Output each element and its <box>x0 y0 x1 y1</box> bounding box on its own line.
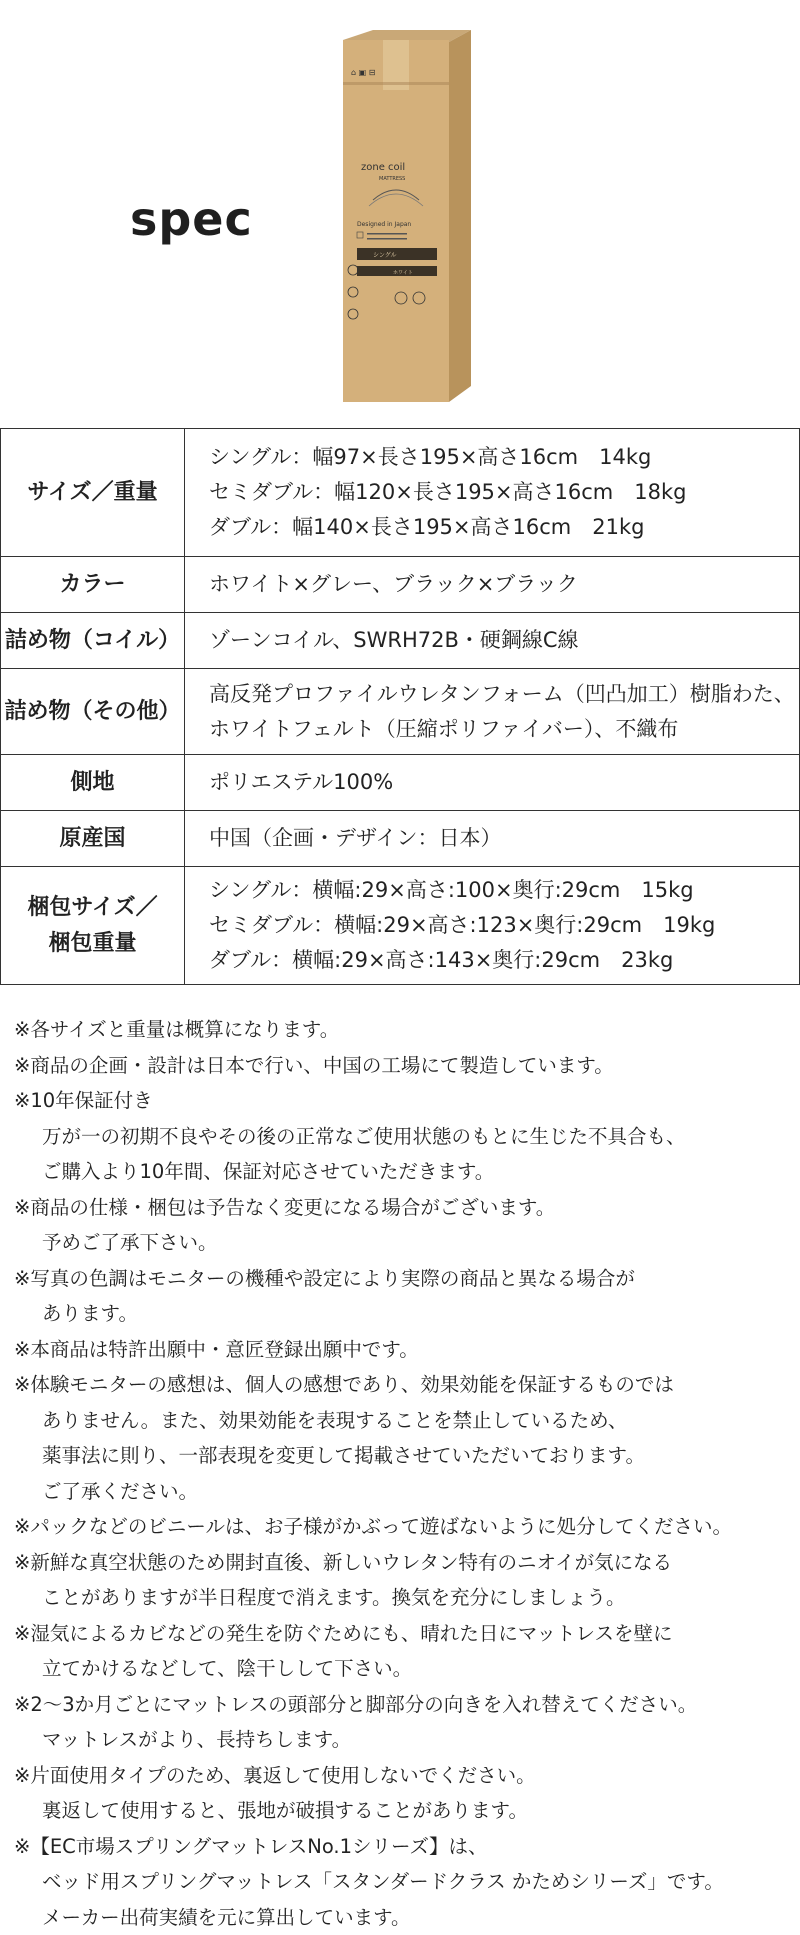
spec-row <box>1 755 800 811</box>
spec-label <box>1 557 185 613</box>
spec-value-line: セミダブル：幅120×長さ195×高さ16cm 18kg <box>209 475 799 510</box>
page-title: spec <box>130 192 253 246</box>
spec-label <box>1 613 185 669</box>
spec-value-line: シングル：幅97×長さ195×高さ16cm 14kg <box>209 440 799 475</box>
note-line: ※体験モニターの感想は、個人の感想であり、効果効能を保証するものでは <box>14 1367 794 1403</box>
note-item <box>14 1048 794 1084</box>
note-line: ※湿気によるカビなどの発生を防ぐためにも、晴れた日にマットレスを壁に <box>14 1616 794 1652</box>
note-item <box>14 1758 794 1829</box>
svg-text:⌂ ▣ ⊟: ⌂ ▣ ⊟ <box>351 68 375 77</box>
svg-text:MATTRESS: MATTRESS <box>379 176 405 182</box>
spec-value <box>185 867 800 985</box>
note-item <box>14 1545 794 1616</box>
note-line: ベッド用スプリングマットレス「スタンダードクラス かためシリーズ」です。 <box>14 1864 794 1900</box>
notes-list <box>14 1012 794 1935</box>
spec-value <box>185 429 800 557</box>
spec-value-line: シングル：横幅:29×高さ:100×奥行:29cm 15kg <box>209 873 799 908</box>
spec-row <box>1 613 800 669</box>
note-item <box>14 1012 794 1048</box>
spec-label <box>1 755 185 811</box>
spec-label-line: 梱包重量 <box>1 926 184 962</box>
spec-value <box>185 557 800 613</box>
note-line: ※新鮮な真空状態のため開封直後、新しいウレタン特有のニオイが気になる <box>14 1545 794 1581</box>
note-line: ※パックなどのビニールは、お子様がかぶって遊ばないように処分してください。 <box>14 1509 794 1545</box>
spec-value-line: ホワイト×グレー、ブラック×ブラック <box>209 567 799 602</box>
spec-value-line: ホワイトフェルト（圧縮ポリファイバー）、不織布 <box>209 712 799 747</box>
spec-label-line: 詰め物（その他） <box>1 694 184 730</box>
note-line: ご了承ください。 <box>14 1474 794 1510</box>
svg-text:シングル: シングル <box>373 251 397 259</box>
spec-value <box>185 755 800 811</box>
note-item <box>14 1687 794 1758</box>
note-item <box>14 1616 794 1687</box>
spec-row <box>1 867 800 985</box>
note-line: ※2〜3か月ごとにマットレスの頭部分と脚部分の向きを入れ替えてください。 <box>14 1687 794 1723</box>
note-line: ことがありますが半日程度で消えます。換気を充分にしましょう。 <box>14 1580 794 1616</box>
spec-row <box>1 557 800 613</box>
spec-row <box>1 811 800 867</box>
note-line: あります。 <box>14 1296 794 1332</box>
note-line: ※10年保証付き <box>14 1083 794 1119</box>
spec-label-line: 梱包サイズ／ <box>1 890 184 926</box>
svg-text:ホワイト: ホワイト <box>393 270 413 276</box>
spec-label <box>1 669 185 755</box>
spec-value-line: ポリエステル100% <box>209 765 799 800</box>
spec-label-line: 側地 <box>1 765 184 801</box>
spec-value-line: ゾーンコイル、SWRH72B・硬鋼線C線 <box>209 623 799 658</box>
note-item <box>14 1190 794 1261</box>
spec-label-line: カラー <box>1 567 184 603</box>
spec-value-line: ダブル：横幅:29×高さ:143×奥行:29cm 23kg <box>209 943 799 978</box>
spec-value <box>185 669 800 755</box>
note-line: 裏返して使用すると、張地が破損することがあります。 <box>14 1793 794 1829</box>
svg-text:Designed in Japan: Designed in Japan <box>357 221 411 228</box>
note-line: 立てかけるなどして、陰干しして下さい。 <box>14 1651 794 1687</box>
product-box-image <box>343 30 471 402</box>
note-item <box>14 1332 794 1368</box>
note-line: 薬事法に則り、一部表現を変更して掲載させていただいております。 <box>14 1438 794 1474</box>
note-item <box>14 1509 794 1545</box>
note-line: ※商品の仕様・梱包は予告なく変更になる場合がございます。 <box>14 1190 794 1226</box>
spec-table <box>0 428 800 985</box>
spec-value-line: セミダブル：横幅:29×高さ:123×奥行:29cm 19kg <box>209 908 799 943</box>
note-item <box>14 1261 794 1332</box>
spec-label-line: 原産国 <box>1 821 184 857</box>
note-line: ※写真の色調はモニターの機種や設定により実際の商品と異なる場合が <box>14 1261 794 1297</box>
note-item <box>14 1829 794 1935</box>
note-line: メーカー出荷実績を元に算出しています。 <box>14 1900 794 1935</box>
spec-label <box>1 867 185 985</box>
spec-value <box>185 811 800 867</box>
svg-text:zone coil: zone coil <box>361 162 405 173</box>
note-line: 予めご了承下さい。 <box>14 1225 794 1261</box>
hero-section <box>0 0 800 420</box>
note-item <box>14 1083 794 1190</box>
note-line: ご購入より10年間、保証対応させていただきます。 <box>14 1154 794 1190</box>
spec-value-line: ダブル：幅140×長さ195×高さ16cm 21kg <box>209 510 799 545</box>
note-line: ※片面使用タイプのため、裏返して使用しないでください。 <box>14 1758 794 1794</box>
note-line: ※各サイズと重量は概算になります。 <box>14 1012 794 1048</box>
spec-value-line: 高反発プロファイルウレタンフォーム（凹凸加工）樹脂わた、 <box>209 677 799 712</box>
spec-label-line: 詰め物（コイル） <box>1 623 184 659</box>
note-line: ありません。また、効果効能を表現することを禁止しているため、 <box>14 1403 794 1439</box>
note-line: 万が一の初期不良やその後の正常なご使用状態のもとに生じた不具合も、 <box>14 1119 794 1155</box>
note-item <box>14 1367 794 1509</box>
spec-value-line: 中国（企画・デザイン：日本） <box>209 821 799 856</box>
spec-row <box>1 669 800 755</box>
note-line: ※【EC市場スプリングマットレスNo.1シリーズ】は、 <box>14 1829 794 1865</box>
spec-label-line: サイズ／重量 <box>1 475 184 511</box>
spec-value <box>185 613 800 669</box>
spec-label <box>1 429 185 557</box>
note-line: マットレスがより、長持ちします。 <box>14 1722 794 1758</box>
note-line: ※商品の企画・設計は日本で行い、中国の工場にて製造しています。 <box>14 1048 794 1084</box>
spec-row <box>1 429 800 557</box>
spec-label <box>1 811 185 867</box>
note-line: ※本商品は特許出願中・意匠登録出願中です。 <box>14 1332 794 1368</box>
